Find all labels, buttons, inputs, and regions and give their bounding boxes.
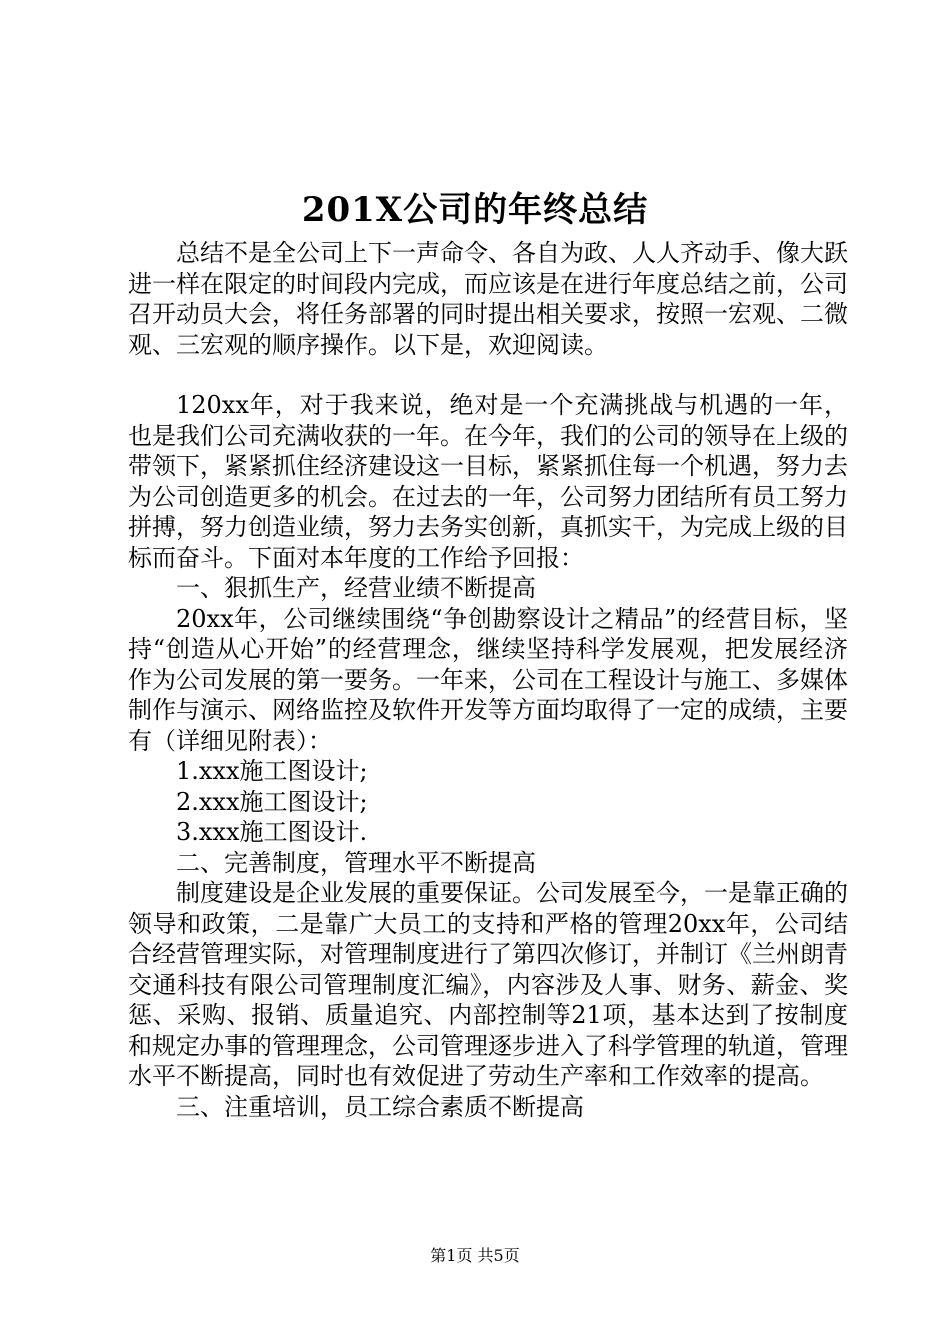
list-item: 1.xxx施工图设计;: [176, 757, 368, 785]
section-heading-3: 三、注重培训，员工综合素质不断提高: [176, 1092, 584, 1121]
page-footer: 第1页 共5页: [430, 1246, 520, 1265]
document-body: [128, 238, 848, 1122]
paragraph-overview: 120xx年，对于我来说，绝对是一个充满挑战与机遇的一年，也是我们公司充满收获的一年。在今年，我们的公司的领导在上级的带领下，紧紧抓住经济建设这一目标，紧紧抓住每一个机遇，努力去为公司创造更多的机会。在过去的一年，公司努力团结所有员工努力拼搏，努力创造业绩，努力去务实创新，真抓实干，为完成上级的目标而奋斗。下面对本年度的工作给予回报：: [128, 391, 848, 572]
list-item: 2.xxx施工图设计;: [176, 787, 368, 816]
document-title: 201X公司的年终总结: [301, 190, 649, 230]
list-item: 3.xxx施工图设计.: [176, 818, 368, 846]
intro-paragraph: 总结不是全公司上下一声命令、各自为政、人人齐动手、像大跃进一样在限定的时间段内完成，而应该是在进行年度总结之前，公司召开动员大会，将任务部署的同时提出相关要求，按照一宏观、二微观、三宏观的顺序操作。以下是，欢迎阅读。: [128, 239, 848, 359]
paragraph-production: 20xx年，公司继续围绕“争创勘察设计之精品”的经营目标，坚持“创造从心开始”的经营理念，继续坚持科学发展观，把发展经济作为公司发展的第一要务。一年来，公司在工程设计与施工、多媒体制作与演示、网络监控及软件开发等方面均取得了一定的成绩，主要有（详细见附表）：: [128, 604, 848, 755]
section-heading-1: 一、狠抓生产，经营业绩不断提高: [176, 574, 536, 602]
section-heading-2: 二、完善制度，管理水平不断提高: [176, 848, 536, 877]
paragraph-management: 制度建设是企业发展的重要保证。公司发展至今，一是靠正确的领导和政策，二是靠广大员工的支持和严格的管理20xx年，公司结合经营管理实际，对管理制度进行了第四次修订，并制订《兰州朗青交通科技有限公司管理制度汇编》，内容涉及人事、财务、薪金、奖惩、采购、报销、质量追究、内部控制等21项，基本达到了按制度和规定办事的管理理念，公司管理逐步进入了科学管理的轨道，管理水平不断提高，同时也有效促进了劳动生产率和工作效率的提高。: [128, 879, 848, 1090]
